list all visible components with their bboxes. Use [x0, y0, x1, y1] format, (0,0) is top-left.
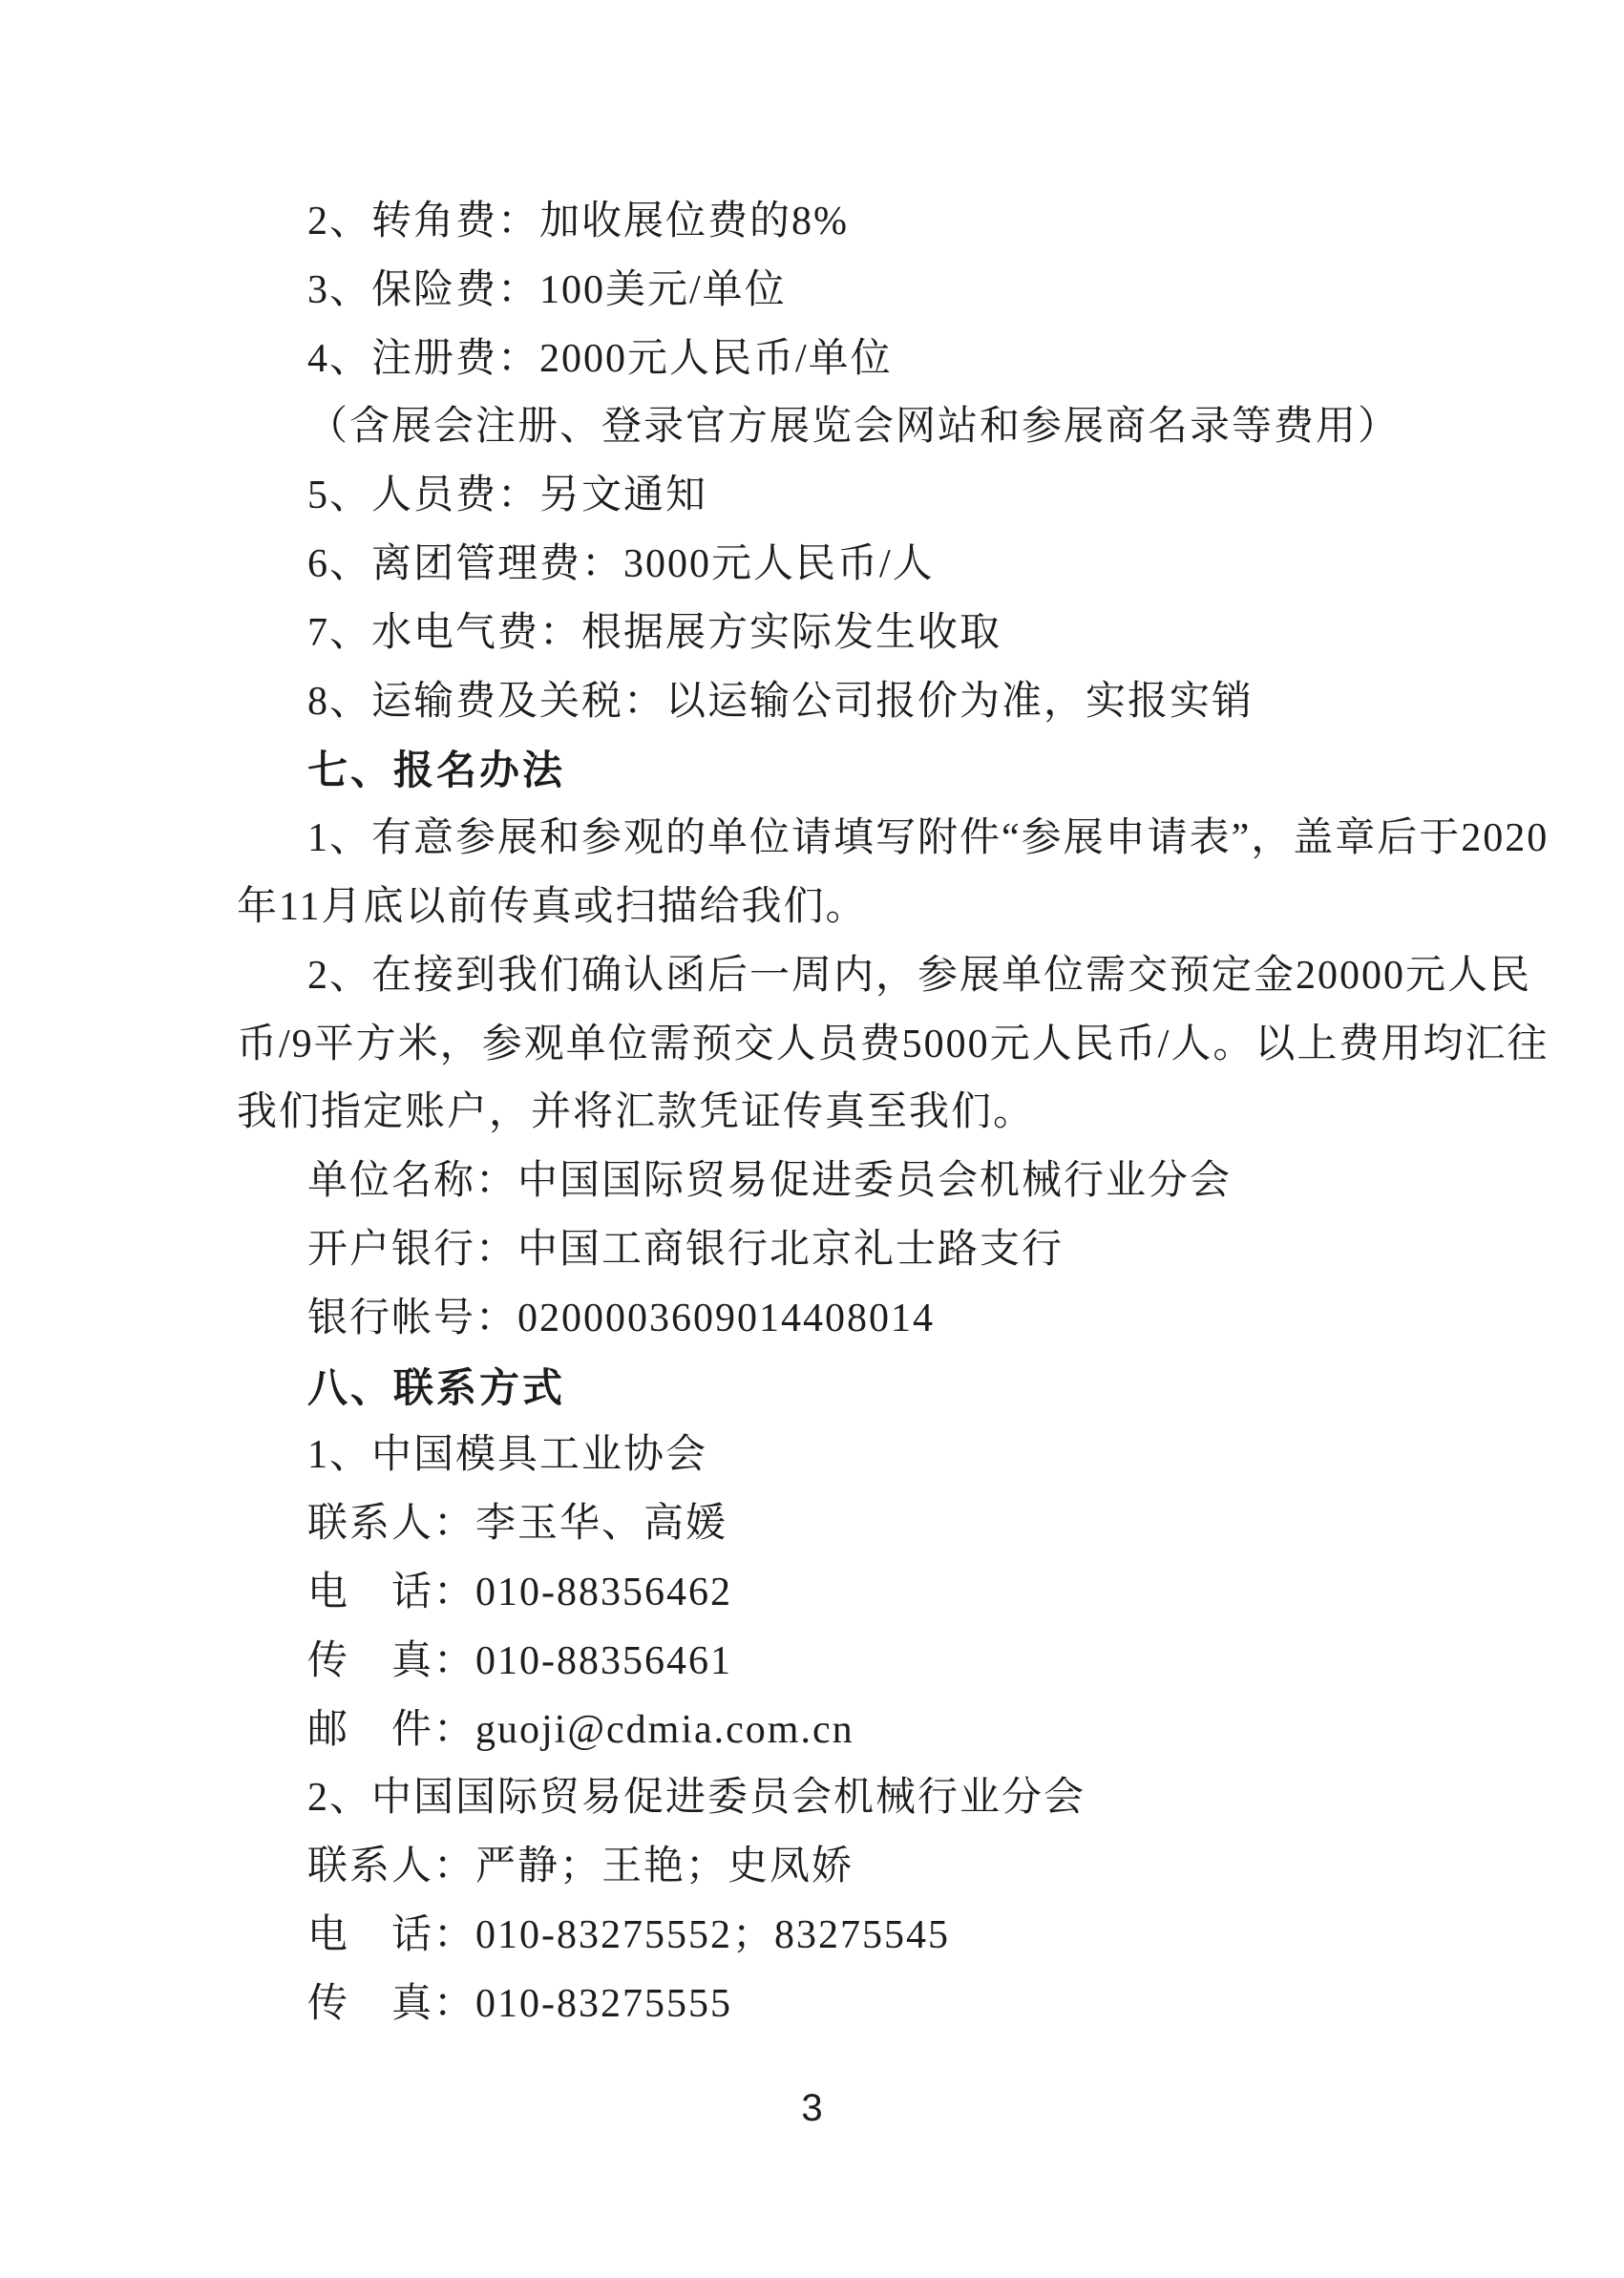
doc-line-signup-2b: 币/9平方米，参观单位需预交人员费5000元人民币/人。以上费用均汇往	[237, 1022, 1550, 1066]
doc-line-fee-registration: 4、注册费：2000元人民币/单位	[307, 336, 893, 381]
doc-line-org1-contacts: 联系人：李玉华、高媛	[307, 1502, 728, 1547]
doc-line-org1-email: 邮 件：guoji@cdmia.com.cn	[307, 1707, 854, 1752]
doc-line-fee-personnel: 5、人员费：另文通知	[307, 474, 708, 518]
doc-line-fee-management: 6、离团管理费：3000元人民币/人	[307, 541, 935, 586]
doc-line-org1-fax: 传 真：010-88356461	[307, 1638, 732, 1683]
section-heading-8-contact: 八、联系方式	[307, 1364, 566, 1410]
doc-line-unit-name: 单位名称：中国国际贸易促进委员会机械行业分会	[307, 1159, 1233, 1204]
doc-line-signup-2c: 我们指定账户，并将汇款凭证传真至我们。	[237, 1090, 1036, 1135]
doc-line-org2-name: 2、中国国际贸易促进委员会机械行业分会	[307, 1776, 1086, 1821]
doc-line-fee-insurance: 3、保险费：100美元/单位	[307, 267, 787, 312]
doc-line-org2-phone: 电 话：010-83275552；83275545	[307, 1912, 950, 1957]
doc-line-signup-1a: 1、有意参展和参观的单位请填写附件“参展申请表”，盖章后于2020	[307, 816, 1550, 861]
doc-line-fee-utilities: 7、水电气费：根据展方实际发生收取	[307, 610, 1002, 655]
doc-line-bank-name: 开户银行：中国工商银行北京礼士路支行	[307, 1227, 1065, 1272]
doc-line-fee-corner: 2、转角费：加收展位费的8%	[307, 200, 849, 243]
doc-line-org1-phone: 电 话：010-88356462	[307, 1570, 732, 1614]
doc-line-signup-2a: 2、在接到我们确认函后一周内，参展单位需交预定金20000元人民	[307, 953, 1532, 998]
page-number: 3	[801, 2087, 823, 2129]
doc-line-org1-name: 1、中国模具工业协会	[307, 1433, 708, 1478]
doc-line-org2-contacts: 联系人：严静；王艳；史凤娇	[307, 1845, 854, 1889]
doc-line-fee-transport: 8、运输费及关税：以运输公司报价为准，实报实销	[307, 679, 1255, 724]
doc-line-fee-note: （含展会注册、登录官方展览会网站和参展商名录等费用）	[307, 405, 1401, 450]
doc-line-signup-1b: 年11月底以前传真或扫描给我们。	[237, 884, 868, 929]
doc-line-org2-fax: 传 真：010-83275555	[307, 1981, 732, 2026]
doc-line-bank-account: 银行帐号：0200003609014408014	[307, 1296, 936, 1340]
section-heading-7-signup: 七、报名办法	[307, 748, 566, 793]
document-body	[237, 188, 1550, 2039]
